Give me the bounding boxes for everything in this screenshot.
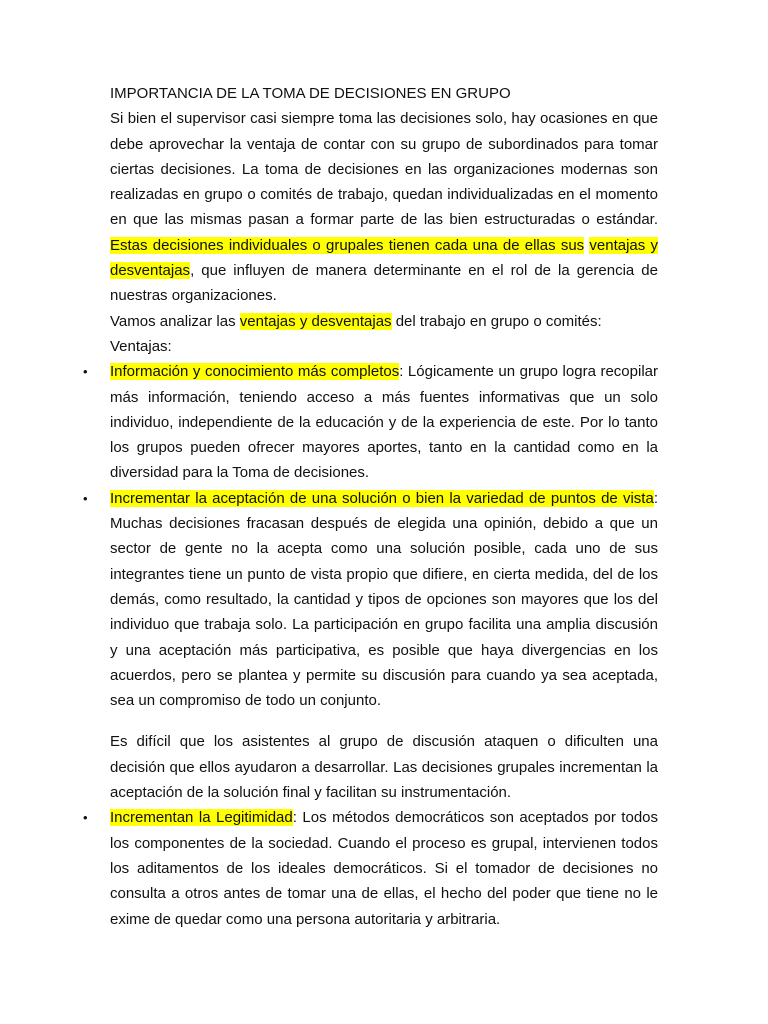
bullet-aceptacion-highlight: Incrementar la aceptación de una solución o bien la variedad de puntos de vista xyxy=(110,489,654,507)
analysis-highlight-ventajas: ventajas y desventajas xyxy=(239,312,392,330)
analysis-text-after: del trabajo en grupo o comités: xyxy=(391,312,602,330)
ventajas-label: Ventajas: xyxy=(110,337,172,355)
bullet-legitimidad-text: : Los métodos democráticos son aceptados por todos los componentes de la sociedad. Cuando el proceso es grupal, intervienen todos los aditamentos de los ideales democráticos. Si el tomador de decisiones no consulta a otros antes de tomar una de ellas, el hecho del poder que tiene no le exime de quedar como una persona autoritaria y arbitraria. xyxy=(110,809,658,928)
document-page xyxy=(110,81,658,932)
analysis-paragraph xyxy=(110,309,658,334)
intro-text-after: , que influyen de manera determinante en el rol de la gerencia de nuestras organizaciones. xyxy=(110,262,658,305)
bullet-informacion-text: : Lógicamente un grupo logra recopilar más información, teniendo acceso a más fuentes informativas que un solo individuo, independiente de la educación y de la experiencia de este. Por lo tanto los grupos pueden ofrecer mayores aportes, tanto en la cantidad como en la diversidad para la Toma de decisiones. xyxy=(110,363,658,482)
difficult-paragraph: Es difícil que los asistentes al grupo de discusión ataquen o dificulten una decisión que ellos ayudaron a desarrollar. Las decisiones grupales incrementan la aceptación de la solución final y facilitan su instrumentación. xyxy=(110,733,658,802)
bullet-informacion xyxy=(110,359,658,485)
bullet-legitimidad-highlight: Incrementan la Legitimidad xyxy=(110,809,293,827)
document-title: IMPORTANCIA DE LA TOMA DE DECISIONES EN GRUPO xyxy=(110,85,511,102)
intro-text-before: Si bien el supervisor casi siempre toma las decisiones solo, hay ocasiones en que debe aprovechar la ventaja de contar con su grupo de subordinados para tomar ciertas decisiones. La toma de decisiones en las organizaciones modernas son realizadas en grupo o comités de trabajo, quedan individualizadas en el momento en que las mismas pasan a formar parte de las bien estructuradas o estándar. xyxy=(110,110,658,229)
intro-highlight-ventajas: ventajas y desventajas xyxy=(110,236,658,280)
intro-paragraph xyxy=(110,106,658,308)
bullet-aceptacion xyxy=(110,486,658,714)
analysis-text-before: Vamos analizar las xyxy=(110,312,240,330)
bullet-legitimidad xyxy=(110,805,658,931)
bullet-aceptacion-text: : Muchas decisiones fracasan después de elegida una opinión, debido a que un sector de gente no la acepta como una solución posible, cada uno de sus integrantes tiene un punto de vista propio que difiere, en cierta medida, del de los demás, como resultado, la cantidad y tipos de opciones son mayores que los del individuo que trabaja solo. La participación en grupo facilita una amplia discusión y una aceptación más participativa, es posible que haya divergencias en los acuerdos, pero se plantea y permite su discusión para cuando ya sea aceptada, sea un compromiso de todo un conjunto. xyxy=(110,489,658,710)
bullet-informacion-highlight: Información y conocimiento más completos xyxy=(110,363,400,381)
intro-highlight-decisions: Estas decisiones individuales o grupales tienen cada una de ellas sus xyxy=(110,236,585,254)
